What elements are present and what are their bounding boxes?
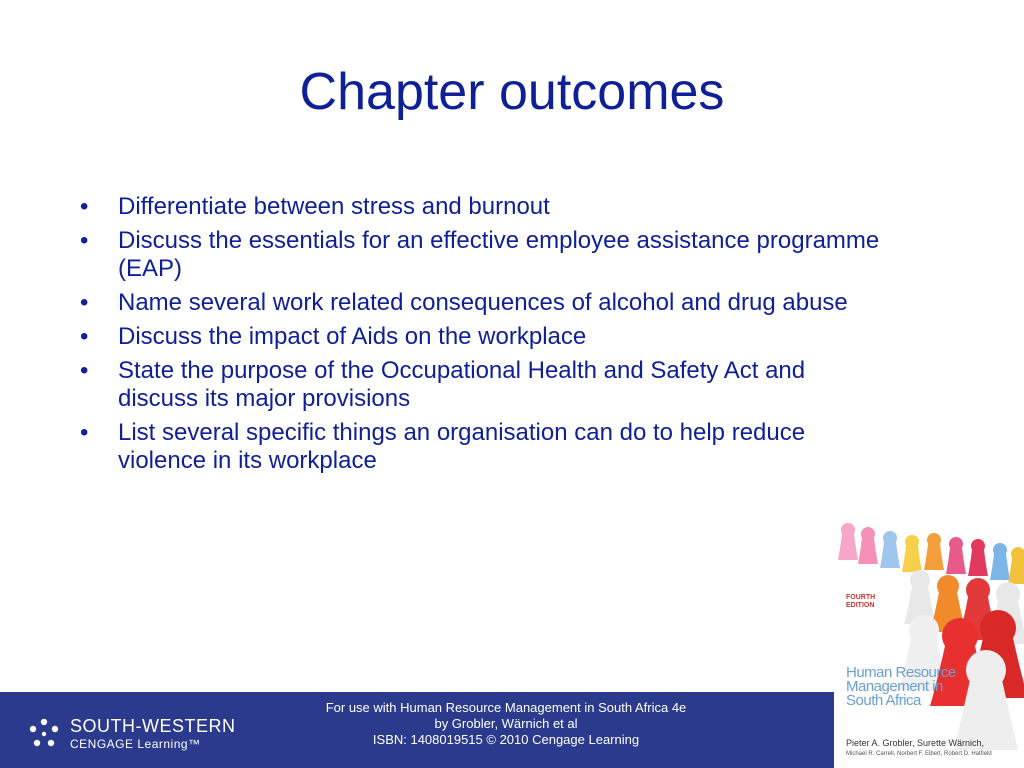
bullet-icon: • <box>80 289 89 316</box>
credit-line-1: For use with Human Resource Management in South Africa 4e <box>325 700 687 715</box>
list-item-text: Differentiate between stress and burnout <box>118 193 550 220</box>
list-item <box>80 419 880 475</box>
book-title: Human Resource Management in South Africa <box>846 664 956 709</box>
list-item <box>80 193 880 221</box>
book-coauthors: Michael R. Carrell, Norbert F. Elbert, Robert D. Hatfield <box>846 751 992 757</box>
credit-line-2: by Grobler, Wärnich et al <box>434 716 578 731</box>
list-item <box>80 323 880 351</box>
outcomes-list <box>80 193 880 481</box>
list-item-text: Discuss the impact of Aids on the workplace <box>118 323 587 350</box>
bullet-icon: • <box>80 419 89 446</box>
publisher-name: SOUTH-WESTERN <box>70 716 236 736</box>
footer-credit <box>276 700 736 748</box>
star-logo-icon <box>26 716 62 752</box>
footer-bar <box>0 692 834 768</box>
bullet-icon: • <box>80 357 89 384</box>
list-item-text: State the purpose of the Occupational Health and Safety Act and discuss its major provisions <box>118 357 806 412</box>
credit-line-3: ISBN: 1408019515 © 2010 Cengage Learning <box>372 732 640 747</box>
game-pieces-image <box>836 520 1024 768</box>
bullet-icon: • <box>80 227 89 254</box>
book-authors: Pieter A. Grobler, Surette Wärnich, <box>846 738 985 748</box>
edition-label: FOURTH EDITION <box>846 594 876 609</box>
publisher-subname: CENGAGE Learning™ <box>70 737 201 751</box>
list-item <box>80 289 880 317</box>
list-item <box>80 227 880 283</box>
list-item-text: Name several work related consequences of alcohol and drug abuse <box>118 289 848 316</box>
slide-title: Chapter outcomes <box>299 63 725 121</box>
list-item <box>80 357 880 413</box>
book-cover <box>836 520 1024 768</box>
list-item-text: Discuss the essentials for an effective employee assistance programme (EAP) <box>118 227 880 282</box>
bullet-icon: • <box>80 323 89 350</box>
bullet-icon: • <box>80 193 89 220</box>
list-item-text: List several specific things an organisation can do to help reduce violence in its workplace <box>118 419 806 474</box>
